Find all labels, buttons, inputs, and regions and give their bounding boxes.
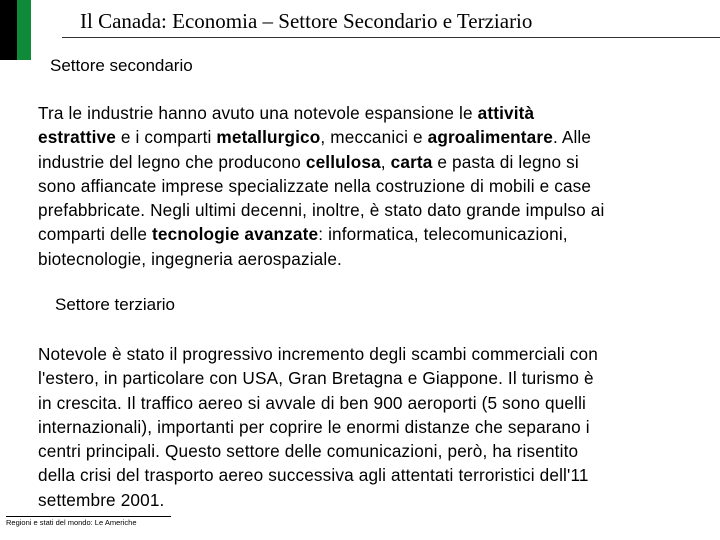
title-underline xyxy=(62,37,720,38)
paragraph-line xyxy=(38,463,698,487)
paragraph-line xyxy=(38,488,698,512)
paragraph-line xyxy=(38,125,698,149)
text-run: comparti delle xyxy=(38,224,153,245)
paragraph-line xyxy=(38,342,698,366)
text-run: internazionali), importanti per coprire le enormi distanze che separano i xyxy=(38,416,590,437)
paragraph-line xyxy=(38,366,698,390)
text-run: settembre 2001. xyxy=(38,489,165,510)
paragraph-line xyxy=(38,174,698,198)
text-run: Tra le industrie hanno avuto una notevole espansione le xyxy=(38,103,478,123)
bold-term: agroalimentare xyxy=(427,127,553,148)
footer-text: Regioni e stati del mondo: Le Americhe xyxy=(6,518,137,527)
paragraph-line xyxy=(38,222,698,246)
text-run: : informatica, telecomunicazioni, xyxy=(318,224,568,245)
text-run: in crescita. Il traffico aereo si avvale di ben 900 aeroporti (5 sono quelli xyxy=(38,392,587,413)
paragraph-line xyxy=(38,415,698,439)
text-run: industrie del legno che producono xyxy=(38,151,306,172)
paragraph-line xyxy=(38,198,698,222)
paragraph-line xyxy=(38,439,698,463)
bold-term: tecnologie avanzate xyxy=(152,224,319,245)
paragraph-line xyxy=(38,150,698,174)
text-run: sono affiancate imprese specializzate nella costruzione di mobili e case xyxy=(38,175,592,196)
bold-term: attività xyxy=(477,103,535,123)
paragraph-line xyxy=(38,247,698,271)
text-run: e pasta di legno si xyxy=(432,151,579,172)
bold-term: metallurgico xyxy=(216,127,321,148)
bold-term: cellulosa xyxy=(305,151,381,172)
text-run: della crisi del trasporto aereo successiva agli attentati terroristici dell'11 xyxy=(38,465,589,486)
footer-rule xyxy=(6,516,171,517)
section-heading-secondario: Settore secondario xyxy=(50,56,193,75)
text-run: , xyxy=(380,151,391,172)
slide-title: Il Canada: Economia – Settore Secondario e Terziario xyxy=(80,9,533,33)
text-run: , meccanici e xyxy=(320,127,428,148)
paragraph-terziario xyxy=(38,342,698,512)
bold-term: carta xyxy=(390,151,433,172)
paragraph-line xyxy=(38,391,698,415)
section-heading-terziario: Settore terziario xyxy=(55,295,175,314)
black-accent-bar xyxy=(0,0,17,60)
text-run: biotecnologie, ingegneria aerospaziale. xyxy=(38,248,342,269)
paragraph-line xyxy=(38,101,698,125)
text-run: Notevole è stato il progressivo incremento degli scambi commerciali con xyxy=(38,344,598,364)
text-run: prefabbricate. Negli ultimi decenni, inoltre, è stato dato grande impulso ai xyxy=(38,200,605,221)
text-run: centri principali. Questo settore delle comunicazioni, però, ha risentito xyxy=(38,441,579,462)
bold-term: estrattive xyxy=(38,127,116,148)
text-run: e i comparti xyxy=(115,127,217,148)
text-run: l'estero, in particolare con USA, Gran Bretagna e Giappone. Il turismo è xyxy=(38,368,594,389)
text-run: . Alle xyxy=(552,127,592,148)
green-accent-bar xyxy=(17,0,31,60)
paragraph-secondario xyxy=(38,101,698,271)
